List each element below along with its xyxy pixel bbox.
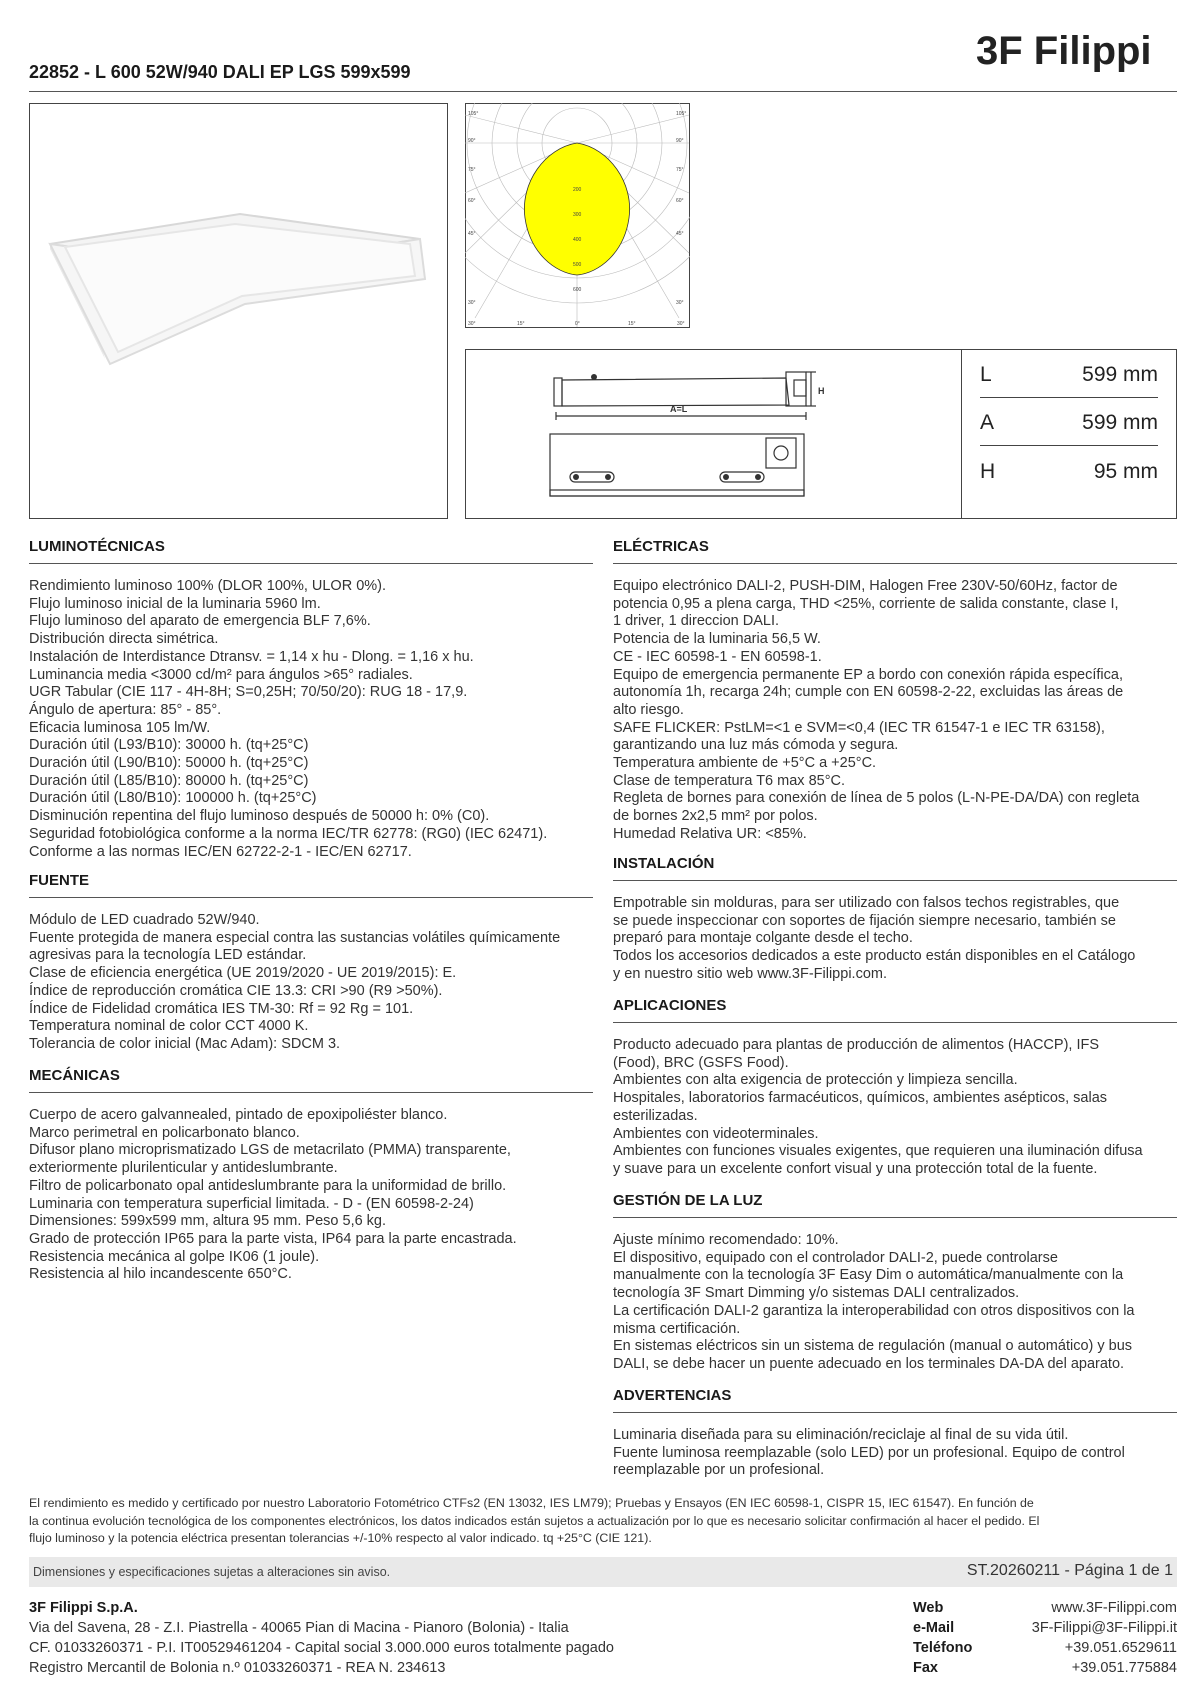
svg-text:60°: 60° bbox=[468, 198, 476, 204]
section-gestion-luz bbox=[613, 1192, 1177, 1374]
width-label: A=L bbox=[670, 404, 688, 414]
section-heading: ADVERTENCIAS bbox=[613, 1387, 1177, 1413]
svg-text:30°: 30° bbox=[468, 321, 476, 327]
section-heading: INSTALACIÓN bbox=[613, 855, 1177, 881]
dim-row-l: L 599 mm bbox=[980, 350, 1158, 398]
svg-text:75°: 75° bbox=[468, 167, 476, 173]
section-body: Luminaria diseñada para su eliminación/reciclaje al final de su vida útil. Fuente luminosa reemplazable (solo LED) por un profesional. Equipo de control reemplazable por un profesional. bbox=[613, 1427, 1125, 1479]
section-body: Módulo de LED cuadrado 52W/940. Fuente protegida de manera especial contra las sustancias volátiles químicamente agresivas para la tecnología LED estándar. Clase de eficiencia energética (UE 2019/2020 - UE 2019/2015): E. Índice de reproducción cromática CIE 13.3: CRI >90 (R9 >50%). Índice de Fidelidad cromática IES TM-30: Rf = 92 Rg = 101. Temperatura nominal de color CCT 4000 K. Tolerancia de color inicial (Mac Adam): SDCM 3. bbox=[29, 912, 561, 1052]
section-heading: LUMINOTÉCNICAS bbox=[29, 538, 593, 564]
svg-text:105°: 105° bbox=[468, 111, 479, 117]
svg-text:30°: 30° bbox=[676, 300, 684, 306]
company-name: 3F Filippi S.p.A. bbox=[29, 1600, 138, 1616]
section-fuente bbox=[29, 872, 593, 1054]
dim-row-h: H 95 mm bbox=[980, 460, 1158, 483]
header-divider bbox=[29, 91, 1177, 92]
section-instalacion bbox=[613, 855, 1177, 984]
technical-drawing bbox=[465, 349, 961, 519]
product-title: 22852 - L 600 52W/940 DALI EP LGS 599x599 bbox=[29, 62, 411, 82]
section-heading: MECÁNICAS bbox=[29, 1067, 593, 1093]
section-electricas bbox=[613, 538, 1177, 844]
contact-fax: Fax +39.051.775884 bbox=[913, 1660, 1177, 1676]
svg-text:0°: 0° bbox=[575, 321, 580, 327]
section-aplicaciones bbox=[613, 997, 1177, 1179]
svg-text:45°: 45° bbox=[676, 231, 684, 237]
svg-text:90°: 90° bbox=[676, 138, 684, 144]
section-heading: APLICACIONES bbox=[613, 997, 1177, 1023]
section-body: Rendimiento luminoso 100% (DLOR 100%, ULOR 0%). Flujo luminoso inicial de la luminaria 5960 lm. Flujo luminoso del aparato de emergencia BLF 7,6%. Distribución directa simétrica. Instalación de Interdistance Dtransv. = 1,14 x hu - Dlong. = 1,16 x hu. Luminancia media <3000 cd/m² para ángulos >65° radiales. UGR Tabular (CIE 117 - 4H-8H; S=0,25H; 70/50/20): RUG 18 - 17,9. Ángulo de apertura: 85° - 85°. Eficacia luminosa 105 lm/W. Duración útil (L93/B10): 30000 h. (tq+25°C) Duración útil (L90/B10): 50000 h. (tq+25°C) Duración útil (L85/B10): 80000 h. (tq+25°C) Duración útil (L80/B10): 100000 h. (tq+25°C) Disminución repentina del flujo luminoso después de 50000 h: 0% (C0). Seguridad fotobiológica conforme a la norma IEC/TR 62778: (RG0) (IEC 62471). Conforme a las normas IEC/EN 62722-2-1 - IEC/EN 62717. bbox=[29, 578, 548, 860]
dimensions-table bbox=[961, 349, 1177, 519]
svg-text:15°: 15° bbox=[628, 321, 636, 327]
height-label: H bbox=[818, 386, 825, 396]
svg-text:105°: 105° bbox=[676, 111, 687, 117]
footnote: El rendimiento es medido y certificado por nuestro Laboratorio Fotométrico CTFs2 (EN 13032, IES LM79); Pruebas y Ensayos (EN IEC 60598-1, CISPR 15, IEC 61547). En función de la continua evolución tecnológica de los componentes electrónicos, los datos indicados están sujetos a actualización por lo que es necesario solicitar confirmación al hacer el pedido. El flujo luminoso y la potencia eléctrica presentan tolerancias +/-10% respecto al valor indicado. tq +25°C (CIE 121). bbox=[29, 1496, 1040, 1545]
section-body: Ajuste mínimo recomendado: 10%. El dispositivo, equipado con el controlador DALI-2, puede controlarse manualmente con la tecnología 3F Easy Dim o automática/manualmente con la tecnología 3F Smart Dimming y/o sistemas DALI centralizados. La certificación DALI-2 garantiza la interoperabilidad con otros dispositivos con la misma certificación. En sistemas eléctricos sin un sistema de regulación (manual o automático) y bus DALI, se debe hacer un puente adecuado en los terminales DA-DA del aparato. bbox=[613, 1232, 1135, 1372]
svg-text:30°: 30° bbox=[677, 321, 685, 327]
section-body: Empotrable sin molduras, para ser utilizado con falsos techos registrables, que se puede inspeccionar con soportes de fijación siempre necesario, también se preparó para montaje colgante desde el techo. Todos los accesorios dedicados a este producto están disponibles en el Catálogo y en nuestro sitio web www.3F-Filippi.com. bbox=[613, 895, 1136, 982]
section-heading: FUENTE bbox=[29, 872, 593, 898]
disclaimer-bar bbox=[29, 1557, 1177, 1587]
svg-text:600: 600 bbox=[573, 287, 582, 293]
section-mecanicas bbox=[29, 1067, 593, 1284]
web-link[interactable]: www.3F-Filippi.com bbox=[1051, 1600, 1177, 1616]
svg-text:300: 300 bbox=[573, 212, 582, 218]
contact-phone: Teléfono +39.051.6529611 bbox=[913, 1640, 1177, 1656]
section-advertencias bbox=[613, 1387, 1177, 1480]
page-info: ST.20260211 - Página 1 de 1 bbox=[966, 1562, 1173, 1579]
email-link[interactable]: 3F-Filippi@3F-Filippi.it bbox=[1031, 1620, 1177, 1636]
svg-text:90°: 90° bbox=[468, 138, 476, 144]
svg-text:3F Filippi: 3F Filippi bbox=[976, 29, 1152, 72]
dim-row-a: A 599 mm bbox=[980, 398, 1158, 446]
svg-text:400: 400 bbox=[573, 237, 582, 243]
section-body: Cuerpo de acero galvannealed, pintado de epoxipoliéster blanco. Marco perimetral en policarbonato blanco. Difusor plano microprismatizado LGS de metacrilato (PMMA) transparente, exteriormente plurilenticular y antideslumbrante. Filtro de policarbonato opal antideslumbrante para la uniformidad de brillo. Luminaria con temperatura superficial limitada. - D - (EN 60598-2-24) Dimensiones: 599x599 mm, altura 95 mm. Peso 5,6 kg. Grado de protección IP65 para la parte vista, IP64 para la parte encastrada. Resistencia mecánica al golpe IK06 (1 joule). Resistencia al hilo incandescente 650°C. bbox=[29, 1107, 517, 1283]
section-body: Equipo electrónico DALI-2, PUSH-DIM, Halogen Free 230V-50/60Hz, factor de potencia 0,95 a plena carga, THD <25%, corriente de salida constante, clase I, 1 driver, 1 direccion DALI. Potencia de la luminaria 56,5 W. CE - IEC 60598-1 - EN 60598-1. Equipo de emergencia permanente EP a bordo con conexión rápida específica, autonomía 1h, recarga 24h; cumple con EN 60598-2-22, excluidas las áreas de alto riesgo. SAFE FLICKER: PstLM=<1 e SVM=<0,4 (IEC TR 61547-1 e IEC TR 63158), garantizando una luz más cómoda y segura. Temperatura ambiente de +5°C a +25°C. Clase de temperatura T6 max 85°C. Regleta de bornes para conexión de línea de 5 polos (L-N-PE-DA/DA) con regleta de bornes 2x2,5 mm² por polos. Humedad Relativa UR: <85%. bbox=[613, 578, 1140, 842]
section-luminotecnicas bbox=[29, 538, 593, 861]
contact-email: e-Mail 3F-Filippi@3F-Filippi.it bbox=[913, 1620, 1177, 1636]
contact-info bbox=[913, 1598, 1177, 1678]
section-heading: ELÉCTRICAS bbox=[613, 538, 1177, 564]
svg-text:60°: 60° bbox=[676, 198, 684, 204]
svg-text:200: 200 bbox=[573, 187, 582, 193]
svg-text:75°: 75° bbox=[676, 167, 684, 173]
contact-web: Web www.3F-Filippi.com bbox=[913, 1600, 1177, 1616]
section-body: Producto adecuado para plantas de producción de alimentos (HACCP), IFS (Food), BRC (GSFS Food). Ambientes con alta exigencia de protección y limpieza sencilla. Hospitales, laboratorios farmacéuticos, químicos, ambientes asépticos, salas esterilizadas. Ambientes con videoterminales. Ambientes con funciones visuales exigentes, que requieren una iluminación difusa y suave para un excelente confort visual y una protección total de la fuente. bbox=[613, 1037, 1143, 1177]
svg-text:45°: 45° bbox=[468, 231, 476, 237]
svg-text:500: 500 bbox=[573, 262, 582, 268]
svg-text:15°: 15° bbox=[517, 321, 525, 327]
company-info: 3F Filippi S.p.A. Via del Savena, 28 - Z.I. Piastrella - 40065 Pian di Macina - Pianoro (Bolonia) - Italia CF. 01033260371 - P.I. IT00529461204 - Capital social 3.000.000 euros totalmente pagado Registro Mercantil de Bolonia n.º 01033260371 - REA N. 234613 bbox=[29, 1600, 614, 1676]
disclaimer-text: Dimensiones y especificaciones sujetas a alteraciones sin aviso. bbox=[33, 1565, 391, 1579]
polar-diagram bbox=[465, 103, 690, 328]
section-heading: GESTIÓN DE LA LUZ bbox=[613, 1192, 1177, 1218]
svg-text:30°: 30° bbox=[468, 300, 476, 306]
brand-logo bbox=[976, 26, 1176, 72]
product-photo bbox=[29, 103, 448, 519]
